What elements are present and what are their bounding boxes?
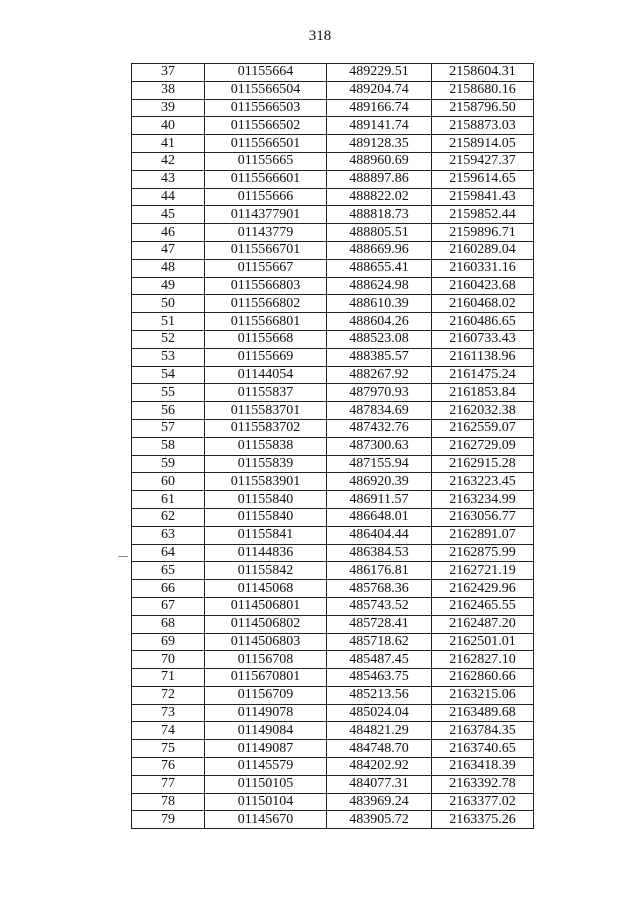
point-id-cell: 01155666 <box>205 188 327 206</box>
y-coordinate-cell: 2160423.68 <box>432 277 534 295</box>
x-coordinate-cell: 489166.74 <box>327 99 432 117</box>
y-coordinate-cell: 2162487.20 <box>432 615 534 633</box>
row-number-cell: 67 <box>132 597 205 615</box>
point-id-cell: 0115566504 <box>205 81 327 99</box>
row-number-cell: 73 <box>132 704 205 722</box>
row-number-cell: 46 <box>132 224 205 242</box>
table-row <box>132 615 534 633</box>
row-number-cell: 69 <box>132 633 205 651</box>
table-row <box>132 811 534 829</box>
y-coordinate-cell: 2160289.04 <box>432 241 534 259</box>
x-coordinate-cell: 489229.51 <box>327 64 432 82</box>
row-number-cell: 58 <box>132 437 205 455</box>
point-id-cell: 01155838 <box>205 437 327 455</box>
point-id-cell: 0114506803 <box>205 633 327 651</box>
table-row <box>132 722 534 740</box>
y-coordinate-cell: 2161138.96 <box>432 348 534 366</box>
y-coordinate-cell: 2158680.16 <box>432 81 534 99</box>
row-number-cell: 74 <box>132 722 205 740</box>
row-number-cell: 43 <box>132 170 205 188</box>
table-row <box>132 170 534 188</box>
y-coordinate-cell: 2160468.02 <box>432 295 534 313</box>
table-row <box>132 508 534 526</box>
x-coordinate-cell: 486920.39 <box>327 473 432 491</box>
table-row <box>132 544 534 562</box>
row-number-cell: 47 <box>132 241 205 259</box>
point-id-cell: 01149078 <box>205 704 327 722</box>
x-coordinate-cell: 489204.74 <box>327 81 432 99</box>
table-row <box>132 686 534 704</box>
x-coordinate-cell: 488655.41 <box>327 259 432 277</box>
y-coordinate-cell: 2159896.71 <box>432 224 534 242</box>
y-coordinate-cell: 2163056.77 <box>432 508 534 526</box>
table-row <box>132 758 534 776</box>
point-id-cell: 0115566701 <box>205 241 327 259</box>
point-id-cell: 0115566802 <box>205 295 327 313</box>
table-row <box>132 330 534 348</box>
table-row <box>132 348 534 366</box>
row-number-cell: 44 <box>132 188 205 206</box>
y-coordinate-cell: 2160331.16 <box>432 259 534 277</box>
row-number-cell: 68 <box>132 615 205 633</box>
table-row <box>132 491 534 509</box>
x-coordinate-cell: 488897.86 <box>327 170 432 188</box>
x-coordinate-cell: 484077.31 <box>327 775 432 793</box>
row-number-cell: 72 <box>132 686 205 704</box>
x-coordinate-cell: 485743.52 <box>327 597 432 615</box>
table-row <box>132 224 534 242</box>
x-coordinate-cell: 484748.70 <box>327 740 432 758</box>
table-row <box>132 455 534 473</box>
x-coordinate-cell: 488822.02 <box>327 188 432 206</box>
y-coordinate-cell: 2162429.96 <box>432 580 534 598</box>
point-id-cell: 01155668 <box>205 330 327 348</box>
y-coordinate-cell: 2158604.31 <box>432 64 534 82</box>
table-row <box>132 704 534 722</box>
row-number-cell: 64 <box>132 544 205 562</box>
point-id-cell: 0115566601 <box>205 170 327 188</box>
point-id-cell: 01155840 <box>205 508 327 526</box>
row-number-cell: 56 <box>132 402 205 420</box>
table-row <box>132 366 534 384</box>
x-coordinate-cell: 485718.62 <box>327 633 432 651</box>
table-row <box>132 64 534 82</box>
point-id-cell: 01155667 <box>205 259 327 277</box>
x-coordinate-cell: 484821.29 <box>327 722 432 740</box>
point-id-cell: 01149087 <box>205 740 327 758</box>
row-number-cell: 61 <box>132 491 205 509</box>
y-coordinate-cell: 2163489.68 <box>432 704 534 722</box>
table-row <box>132 473 534 491</box>
point-id-cell: 0115583701 <box>205 402 327 420</box>
y-coordinate-cell: 2162721.19 <box>432 562 534 580</box>
point-id-cell: 0115566503 <box>205 99 327 117</box>
point-id-cell: 0114506802 <box>205 615 327 633</box>
row-number-cell: 51 <box>132 313 205 331</box>
x-coordinate-cell: 487834.69 <box>327 402 432 420</box>
table-row <box>132 81 534 99</box>
y-coordinate-cell: 2163418.39 <box>432 758 534 776</box>
row-number-cell: 38 <box>132 81 205 99</box>
y-coordinate-cell: 2159852.44 <box>432 206 534 224</box>
x-coordinate-cell: 485213.56 <box>327 686 432 704</box>
y-coordinate-cell: 2161853.84 <box>432 384 534 402</box>
table-row <box>132 562 534 580</box>
table-row <box>132 313 534 331</box>
x-coordinate-cell: 489128.35 <box>327 135 432 153</box>
y-coordinate-cell: 2158873.03 <box>432 117 534 135</box>
x-coordinate-cell: 488818.73 <box>327 206 432 224</box>
y-coordinate-cell: 2161475.24 <box>432 366 534 384</box>
x-coordinate-cell: 488960.69 <box>327 152 432 170</box>
point-id-cell: 01155664 <box>205 64 327 82</box>
row-number-cell: 52 <box>132 330 205 348</box>
table-row <box>132 793 534 811</box>
y-coordinate-cell: 2158914.05 <box>432 135 534 153</box>
y-coordinate-cell: 2163784.35 <box>432 722 534 740</box>
y-coordinate-cell: 2162729.09 <box>432 437 534 455</box>
row-number-cell: 39 <box>132 99 205 117</box>
point-id-cell: 01144054 <box>205 366 327 384</box>
x-coordinate-cell: 489141.74 <box>327 117 432 135</box>
point-id-cell: 01145068 <box>205 580 327 598</box>
y-coordinate-cell: 2162875.99 <box>432 544 534 562</box>
row-number-cell: 71 <box>132 669 205 687</box>
table-row <box>132 241 534 259</box>
x-coordinate-cell: 487970.93 <box>327 384 432 402</box>
table-row <box>132 580 534 598</box>
table-row <box>132 633 534 651</box>
row-number-cell: 79 <box>132 811 205 829</box>
x-coordinate-cell: 487155.94 <box>327 455 432 473</box>
y-coordinate-cell: 2163740.65 <box>432 740 534 758</box>
point-id-cell: 01155842 <box>205 562 327 580</box>
point-id-cell: 01155665 <box>205 152 327 170</box>
table-body <box>132 64 534 829</box>
x-coordinate-cell: 488624.98 <box>327 277 432 295</box>
y-coordinate-cell: 2162915.28 <box>432 455 534 473</box>
point-id-cell: 01150104 <box>205 793 327 811</box>
y-coordinate-cell: 2159841.43 <box>432 188 534 206</box>
row-number-cell: 54 <box>132 366 205 384</box>
point-id-cell: 0115670801 <box>205 669 327 687</box>
point-id-cell: 01155840 <box>205 491 327 509</box>
y-coordinate-cell: 2159614.65 <box>432 170 534 188</box>
row-number-cell: 50 <box>132 295 205 313</box>
table-row <box>132 188 534 206</box>
point-id-cell: 01156708 <box>205 651 327 669</box>
x-coordinate-cell: 486911.57 <box>327 491 432 509</box>
point-id-cell: 01145579 <box>205 758 327 776</box>
x-coordinate-cell: 485463.75 <box>327 669 432 687</box>
y-coordinate-cell: 2160733.43 <box>432 330 534 348</box>
row-number-cell: 66 <box>132 580 205 598</box>
point-id-cell: 01150105 <box>205 775 327 793</box>
row-number-cell: 40 <box>132 117 205 135</box>
y-coordinate-cell: 2163215.06 <box>432 686 534 704</box>
row-number-cell: 37 <box>132 64 205 82</box>
x-coordinate-cell: 488610.39 <box>327 295 432 313</box>
x-coordinate-cell: 488385.57 <box>327 348 432 366</box>
table-row <box>132 99 534 117</box>
y-coordinate-cell: 2162827.10 <box>432 651 534 669</box>
x-coordinate-cell: 488669.96 <box>327 241 432 259</box>
table-row <box>132 206 534 224</box>
point-id-cell: 01156709 <box>205 686 327 704</box>
table-row <box>132 526 534 544</box>
row-number-cell: 57 <box>132 419 205 437</box>
table-row <box>132 402 534 420</box>
x-coordinate-cell: 485728.41 <box>327 615 432 633</box>
x-coordinate-cell: 486648.01 <box>327 508 432 526</box>
y-coordinate-cell: 2159427.37 <box>432 152 534 170</box>
row-number-cell: 49 <box>132 277 205 295</box>
row-number-cell: 48 <box>132 259 205 277</box>
table-row <box>132 295 534 313</box>
row-number-cell: 60 <box>132 473 205 491</box>
point-id-cell: 0114506801 <box>205 597 327 615</box>
table-row <box>132 437 534 455</box>
table-row <box>132 117 534 135</box>
x-coordinate-cell: 483905.72 <box>327 811 432 829</box>
point-id-cell: 0115566501 <box>205 135 327 153</box>
point-id-cell: 0115583901 <box>205 473 327 491</box>
point-id-cell: 01155669 <box>205 348 327 366</box>
x-coordinate-cell: 483969.24 <box>327 793 432 811</box>
table-row <box>132 775 534 793</box>
table-row <box>132 135 534 153</box>
x-coordinate-cell: 485768.36 <box>327 580 432 598</box>
x-coordinate-cell: 488267.92 <box>327 366 432 384</box>
x-coordinate-cell: 488805.51 <box>327 224 432 242</box>
table-row <box>132 384 534 402</box>
row-number-cell: 59 <box>132 455 205 473</box>
x-coordinate-cell: 485024.04 <box>327 704 432 722</box>
row-number-cell: 70 <box>132 651 205 669</box>
coordinates-table <box>131 63 534 829</box>
point-id-cell: 01155837 <box>205 384 327 402</box>
row-number-cell: 53 <box>132 348 205 366</box>
y-coordinate-cell: 2162860.66 <box>432 669 534 687</box>
point-id-cell: 01144836 <box>205 544 327 562</box>
x-coordinate-cell: 488523.08 <box>327 330 432 348</box>
margin-mark <box>118 556 128 557</box>
point-id-cell: 0115566502 <box>205 117 327 135</box>
y-coordinate-cell: 2162032.38 <box>432 402 534 420</box>
y-coordinate-cell: 2158796.50 <box>432 99 534 117</box>
y-coordinate-cell: 2163392.78 <box>432 775 534 793</box>
y-coordinate-cell: 2160486.65 <box>432 313 534 331</box>
x-coordinate-cell: 486176.81 <box>327 562 432 580</box>
point-id-cell: 01145670 <box>205 811 327 829</box>
point-id-cell: 0115583702 <box>205 419 327 437</box>
row-number-cell: 55 <box>132 384 205 402</box>
row-number-cell: 45 <box>132 206 205 224</box>
table-row <box>132 669 534 687</box>
point-id-cell: 01143779 <box>205 224 327 242</box>
point-id-cell: 0115566803 <box>205 277 327 295</box>
y-coordinate-cell: 2162891.07 <box>432 526 534 544</box>
y-coordinate-cell: 2162465.55 <box>432 597 534 615</box>
x-coordinate-cell: 488604.26 <box>327 313 432 331</box>
row-number-cell: 63 <box>132 526 205 544</box>
table-row <box>132 419 534 437</box>
x-coordinate-cell: 484202.92 <box>327 758 432 776</box>
row-number-cell: 41 <box>132 135 205 153</box>
table-row <box>132 597 534 615</box>
point-id-cell: 01155841 <box>205 526 327 544</box>
y-coordinate-cell: 2163375.26 <box>432 811 534 829</box>
row-number-cell: 78 <box>132 793 205 811</box>
row-number-cell: 62 <box>132 508 205 526</box>
row-number-cell: 42 <box>132 152 205 170</box>
point-id-cell: 01149084 <box>205 722 327 740</box>
table-row <box>132 740 534 758</box>
row-number-cell: 76 <box>132 758 205 776</box>
table-row <box>132 152 534 170</box>
page-number: 318 <box>308 28 332 44</box>
row-number-cell: 77 <box>132 775 205 793</box>
table-row <box>132 277 534 295</box>
point-id-cell: 01155839 <box>205 455 327 473</box>
x-coordinate-cell: 486384.53 <box>327 544 432 562</box>
y-coordinate-cell: 2163223.45 <box>432 473 534 491</box>
x-coordinate-cell: 487300.63 <box>327 437 432 455</box>
y-coordinate-cell: 2162559.07 <box>432 419 534 437</box>
point-id-cell: 0114377901 <box>205 206 327 224</box>
y-coordinate-cell: 2163377.02 <box>432 793 534 811</box>
table-row <box>132 259 534 277</box>
row-number-cell: 65 <box>132 562 205 580</box>
x-coordinate-cell: 486404.44 <box>327 526 432 544</box>
table-row <box>132 651 534 669</box>
row-number-cell: 75 <box>132 740 205 758</box>
x-coordinate-cell: 485487.45 <box>327 651 432 669</box>
x-coordinate-cell: 487432.76 <box>327 419 432 437</box>
point-id-cell: 0115566801 <box>205 313 327 331</box>
y-coordinate-cell: 2163234.99 <box>432 491 534 509</box>
y-coordinate-cell: 2162501.01 <box>432 633 534 651</box>
